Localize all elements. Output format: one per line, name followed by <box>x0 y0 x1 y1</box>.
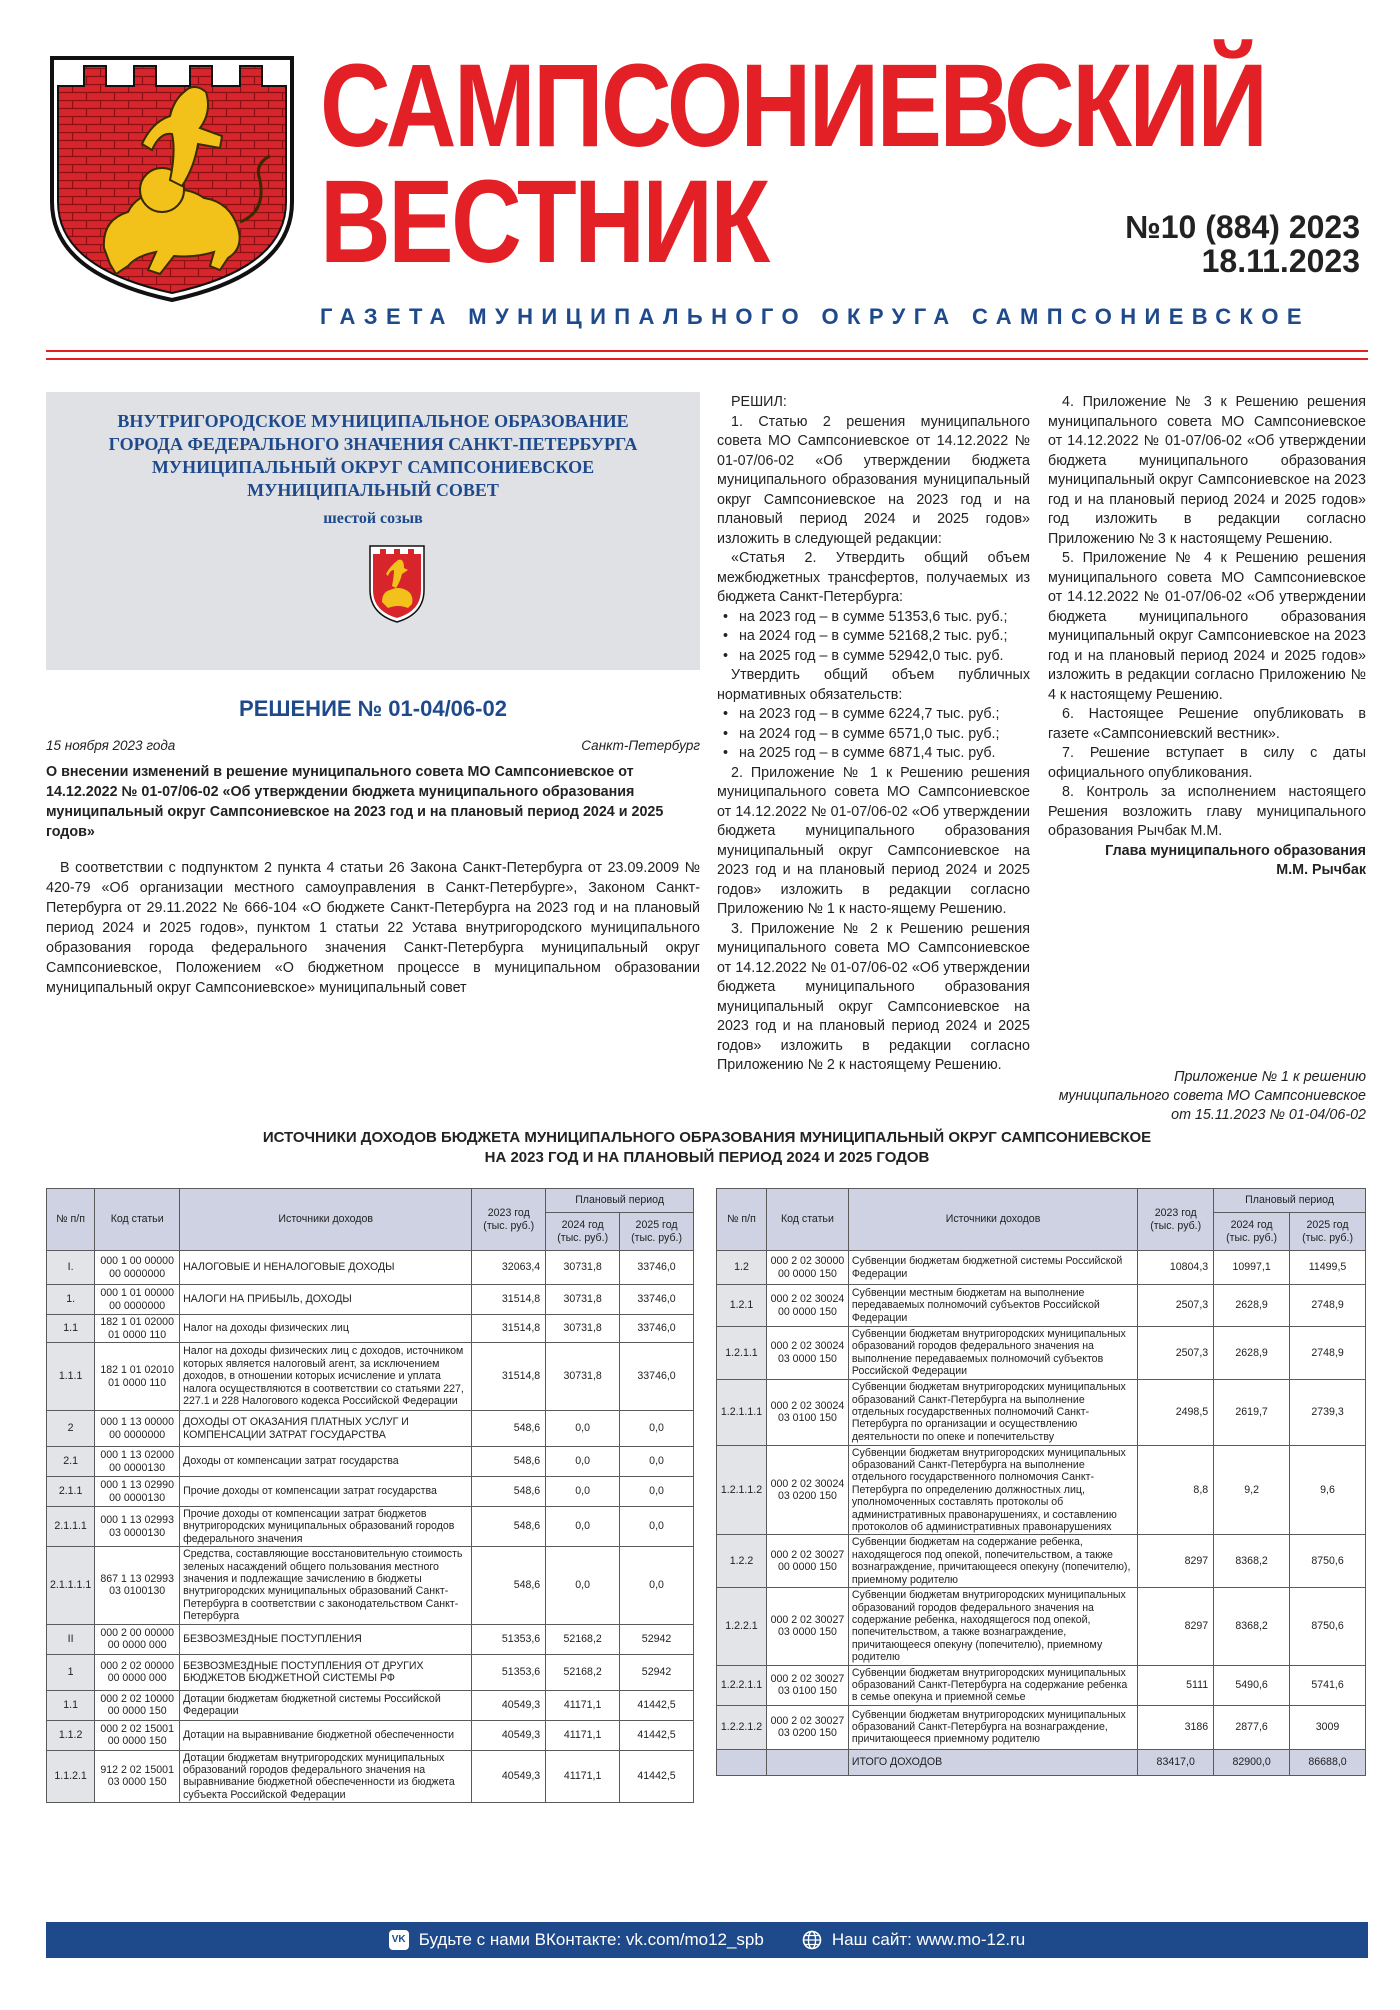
row-2024: 30731,8 <box>546 1251 620 1285</box>
clause-5: 5. Приложение № 4 к Решению решения муниципального совета МО Сампсониевское от 14.12.2022 № 01-07/06-02 «Об утверждении бюджета муниципального образования муниципальный округ Сампсониевское на 2023 год и на плановый период 2024 и 2025 годов» изложить в редакции согласно Приложению № 4 к настоящему Решению. <box>1048 550 1366 703</box>
row-num: 1.2.1.1 <box>717 1327 767 1380</box>
income-table-left <box>46 1188 694 1803</box>
list-item: • на 2023 год – в сумме 6224,7 тыс. руб.; <box>717 705 1030 725</box>
row-2024: 0,0 <box>546 1477 620 1507</box>
clause-1: 1. Статью 2 решения муниципального совета МО Сампсониевское от 14.12.2022 № 01-07/06-02 «Об утверждении бюджета муниципального образования муниципальный округ Сампсониевское на 2023 год и на плановый период 2024 и 2025 годов» изложить в следующей редакции: <box>717 413 1030 547</box>
row-num: II <box>47 1624 95 1654</box>
row-num: 1.2.1 <box>717 1285 767 1327</box>
row-2024: 41171,1 <box>546 1690 620 1720</box>
header-2025: 2025 год (тыс. руб.) <box>620 1213 694 1251</box>
table-row <box>47 1654 694 1690</box>
site-link[interactable]: Наш сайт: www.mo-12.ru <box>831 1930 1026 1949</box>
row-source: Субвенции бюджетам внутригородских муниципальных образований городов федерального значения на выполнение передаваемых полномочий субъектов Российской Федерации <box>848 1327 1137 1380</box>
row-2025: 11499,5 <box>1290 1251 1366 1285</box>
row-source: Налог на доходы физических лиц <box>180 1315 472 1343</box>
row-code: 000 1 13 02993 03 0000130 <box>95 1507 180 1547</box>
row-2025: 33746,0 <box>620 1343 694 1411</box>
row-2024: 2628,9 <box>1214 1327 1290 1380</box>
table-row <box>717 1705 1366 1749</box>
row-num: 1.2.2.1 <box>717 1588 767 1665</box>
row-2025: 2748,9 <box>1290 1327 1366 1380</box>
council-header-panel <box>46 392 700 670</box>
decision-city: Санкт-Петербург <box>581 738 700 753</box>
decision-column-3 <box>1048 393 1366 881</box>
row-num: 1.1 <box>47 1690 95 1720</box>
row-code: 000 1 01 00000 00 0000000 <box>95 1285 180 1315</box>
coat-of-arms-logo <box>44 52 300 304</box>
decision-column-2 <box>717 393 1030 1076</box>
row-2023: 548,6 <box>472 1447 546 1477</box>
row-2025: 52942 <box>620 1624 694 1654</box>
table-row <box>47 1447 694 1477</box>
table-row <box>47 1285 694 1315</box>
row-source: Дотации бюджетам бюджетной системы Российской Федерации <box>180 1690 472 1720</box>
issue-number: №10 (884) 2023 <box>1125 209 1360 245</box>
row-2024: 30731,8 <box>546 1315 620 1343</box>
appendix-note-line-1: Приложение № 1 к решению <box>1174 1069 1366 1085</box>
decision-title: РЕШЕНИЕ № 01-04/06-02 <box>239 696 507 721</box>
row-2025: 33746,0 <box>620 1285 694 1315</box>
row-2024: 5490,6 <box>1214 1665 1290 1705</box>
row-2024: 30731,8 <box>546 1343 620 1411</box>
row-2024: 41171,1 <box>546 1750 620 1803</box>
row-2025: 0,0 <box>620 1507 694 1547</box>
row-2025: 41442,5 <box>620 1750 694 1803</box>
header-num: № п/п <box>47 1189 95 1251</box>
row-2024: 0,0 <box>546 1447 620 1477</box>
row-2024: 8368,2 <box>1214 1535 1290 1588</box>
row-code: 000 1 13 02000 00 0000130 <box>95 1447 180 1477</box>
table-row <box>717 1285 1366 1327</box>
row-code: 000 2 02 30024 03 0000 150 <box>766 1327 848 1380</box>
row-source: Субвенции бюджетам внутригородских муниципальных образований Санкт-Петербурга на выполнение отдельного государственного полномочия Санкт-Петербурга по определению должностных лиц, уполномоченных составлять протоколы об административных правонарушениях, и составлению протоколов об административных правонарушениях <box>848 1445 1137 1535</box>
row-num: I. <box>47 1251 95 1285</box>
clause-2: 2. Приложение № 1 к Решению решения муниципального совета МО Сампсониевское от 14.12.2022 № 01-07/06-02 «Об утверждении бюджета муниципального образования муниципальный округ Сампсониевское на 2023 год и на плановый период 2024 и 2025 годов» изложить в редакции согласно Приложению № 1 к насто-ящему Решению. <box>717 764 1030 917</box>
row-code: 000 2 02 30024 00 0000 150 <box>766 1285 848 1327</box>
header-source: Источники доходов <box>180 1189 472 1251</box>
total-label: ИТОГО ДОХОДОВ <box>848 1749 1137 1775</box>
row-code: 000 2 02 30000 00 0000 150 <box>766 1251 848 1285</box>
row-num: 2.1.1 <box>47 1477 95 1507</box>
council-name <box>46 410 700 502</box>
header-2023: 2023 год (тыс. руб.) <box>472 1189 546 1251</box>
clause-7: 7. Решение вступает в силу с даты официального опубликования. <box>1048 745 1366 781</box>
row-num: 1.2.1.1.2 <box>717 1445 767 1535</box>
row-code: 000 1 13 00000 00 0000000 <box>95 1411 180 1447</box>
appendix-note-line-3: от 15.11.2023 № 01-04/06-02 <box>1171 1107 1366 1123</box>
row-source: Дотации на выравнивание бюджетной обеспеченности <box>180 1720 472 1750</box>
row-2024: 30731,8 <box>546 1285 620 1315</box>
total-empty-cell <box>717 1749 767 1775</box>
table-title-line-1: ИСТОЧНИКИ ДОХОДОВ БЮДЖЕТА МУНИЦИПАЛЬНОГО ОБРАЗОВАНИЯ МУНИЦИПАЛЬНЫЙ ОКРУГ САМПСОНИЕВСКОЕ <box>262 1129 1152 1146</box>
row-code: 000 2 02 30027 03 0200 150 <box>766 1705 848 1749</box>
row-num: 2 <box>47 1411 95 1447</box>
row-2023: 3186 <box>1138 1705 1214 1749</box>
clause-3: 3. Приложение № 2 к Решению решения муниципального совета МО Сампсониевское от 14.12.2022 № 01-07/06-02 «Об утверждении бюджета муниципального образования муниципальный округ Сампсониевское на 2023 год и на плановый период 2024 и 2025 годов» изложить в редакции согласно Приложению № 2 к настоящему Решению. <box>717 920 1030 1073</box>
row-source: Субвенции бюджетам бюджетной системы Российской Федерации <box>848 1251 1137 1285</box>
row-2023: 5111 <box>1138 1665 1214 1705</box>
table-row <box>47 1547 694 1624</box>
footer-bar <box>46 1922 1368 1958</box>
row-2024: 2628,9 <box>1214 1285 1290 1327</box>
table-row <box>47 1507 694 1547</box>
row-2023: 31514,8 <box>472 1343 546 1411</box>
appendix-note-line-2: муниципального совета МО Сампсониевское <box>1058 1088 1366 1104</box>
row-code: 000 1 13 02990 00 0000130 <box>95 1477 180 1507</box>
clause-6: 6. Настоящее Решение опубликовать в газете «Сампсониевский вестник». <box>1048 706 1366 742</box>
header-plan: Плановый период <box>546 1189 694 1213</box>
table-row <box>717 1665 1366 1705</box>
row-source: ДОХОДЫ ОТ ОКАЗАНИЯ ПЛАТНЫХ УСЛУГ И КОМПЕНСАЦИИ ЗАТРАТ ГОСУДАРСТВА <box>180 1411 472 1447</box>
table-row <box>47 1477 694 1507</box>
table-row <box>47 1343 694 1411</box>
row-source: Субвенции бюджетам внутригородских муниципальных образований Санкт-Петербурга на содержание ребенка в семье опекуна и приемной семье <box>848 1665 1137 1705</box>
row-2023: 548,6 <box>472 1507 546 1547</box>
row-num: 1.2.2.1.2 <box>717 1705 767 1749</box>
total-2024: 82900,0 <box>1214 1749 1290 1775</box>
row-2023: 2507,3 <box>1138 1285 1214 1327</box>
row-code: 000 2 00 00000 00 0000 000 <box>95 1624 180 1654</box>
row-2025: 0,0 <box>620 1447 694 1477</box>
row-source: Субвенции бюджетам внутригородских муниципальных образований городов федерального значения на содержание ребенка, находящегося под опекой, попечительством, а также вознаграждение, причитающееся опекуну (попечителю), приемному родителю <box>848 1588 1137 1665</box>
row-source: Прочие доходы от компенсации затрат бюджетов внутригородских муниципальных образований городов федерального значения <box>180 1507 472 1547</box>
row-2023: 2498,5 <box>1138 1379 1214 1445</box>
table-row <box>717 1327 1366 1380</box>
table-row <box>717 1588 1366 1665</box>
row-2023: 32063,4 <box>472 1251 546 1285</box>
header-2024: 2024 год (тыс. руб.) <box>1214 1213 1290 1251</box>
table-row <box>717 1535 1366 1588</box>
list-item: • на 2024 год – в сумме 6571,0 тыс. руб.; <box>717 725 1030 745</box>
row-2024: 41171,1 <box>546 1720 620 1750</box>
row-code: 000 2 02 30027 03 0100 150 <box>766 1665 848 1705</box>
row-source: Субвенции бюджетам внутригородских муниципальных образований Санкт-Петербурга на вознаграждение, причитающееся приемному родителю <box>848 1705 1137 1749</box>
table-row <box>47 1624 694 1654</box>
row-2023: 548,6 <box>472 1411 546 1447</box>
list-item: • на 2024 год – в сумме 52168,2 тыс. руб.; <box>717 627 1030 647</box>
title-line-2: ВЕСТНИК <box>320 156 768 288</box>
row-source: Налог на доходы физических лиц с доходов, источником которых является налоговый агент, за исключением доходов, в отношении которых исчисление и уплата налога осуществляются в соответствии со статьями 227, 227.1 и 228 Налогового кодекса Российской Федерации <box>180 1343 472 1411</box>
row-2024: 2619,7 <box>1214 1379 1290 1445</box>
row-2025: 41442,5 <box>620 1690 694 1720</box>
decision-subject: О внесении изменений в решение муниципального совета МО Сампсониевское от 14.12.2022 № 01-07/06-02 «Об утверждении бюджета муниципального образования муниципальный округ Сампсониевское на 2023 год и на плановый период 2024 и 2025 годов» <box>46 764 664 840</box>
divider-line-bottom <box>46 358 1368 360</box>
globe-icon <box>802 1930 822 1950</box>
row-source: Средства, составляющие восстановительную стоимость зеленых насаждений общего пользования местного значения и подлежащие зачислению в бюджеты внутригородских муниципальных образований Санкт-Петербурга в соответствии с законодательством Санкт-Петербурга <box>180 1547 472 1624</box>
header-source: Источники доходов <box>848 1189 1137 1251</box>
header-2025: 2025 год (тыс. руб.) <box>1290 1213 1366 1251</box>
row-2023: 31514,8 <box>472 1315 546 1343</box>
header-2023: 2023 год (тыс. руб.) <box>1138 1189 1214 1251</box>
row-2023: 8297 <box>1138 1535 1214 1588</box>
council-line-3: МУНИЦИПАЛЬНЫЙ ОКРУГ САМПСОНИЕВСКОЕ <box>151 457 595 477</box>
row-2024: 9,2 <box>1214 1445 1290 1535</box>
row-num: 1.2.2 <box>717 1535 767 1588</box>
row-2023: 51353,6 <box>472 1624 546 1654</box>
row-2023: 40549,3 <box>472 1750 546 1803</box>
row-2023: 548,6 <box>472 1477 546 1507</box>
vk-icon: VK <box>389 1930 409 1950</box>
row-2024: 0,0 <box>546 1507 620 1547</box>
obligations-list <box>717 705 1030 764</box>
row-source: Субвенции бюджетам на содержание ребенка, находящегося под опекой, попечительством, а также вознаграждение, причитающееся опекуну (попечителю), приемному родителю <box>848 1535 1137 1588</box>
row-2025: 0,0 <box>620 1411 694 1447</box>
row-2025: 5741,6 <box>1290 1665 1366 1705</box>
appendix-note <box>900 1068 1366 1125</box>
row-2025: 41442,5 <box>620 1720 694 1750</box>
council-line-2: ГОРОДА ФЕДЕРАЛЬНОГО ЗНАЧЕНИЯ САНКТ-ПЕТЕРБУРГА <box>108 434 638 454</box>
row-code: 000 2 02 30027 03 0000 150 <box>766 1588 848 1665</box>
table-row <box>717 1379 1366 1445</box>
clause-8: 8. Контроль за исполнением настоящего Решения возложить главу муниципального образования Рычбак М.М. <box>1048 784 1366 839</box>
table-row <box>47 1750 694 1803</box>
signer-title: Глава муниципального образования <box>1105 842 1366 859</box>
row-2025: 33746,0 <box>620 1251 694 1285</box>
row-source: Доходы от компенсации затрат государства <box>180 1447 472 1477</box>
table-row <box>47 1315 694 1343</box>
row-2024: 0,0 <box>546 1411 620 1447</box>
row-source: Дотации бюджетам внутригородских муниципальных образований городов федерального значения на выравнивание бюджетной обеспеченности из бюджета субъекта Российской Федерации <box>180 1750 472 1803</box>
total-empty-cell <box>766 1749 848 1775</box>
row-2023: 548,6 <box>472 1547 546 1624</box>
row-2024: 52168,2 <box>546 1654 620 1690</box>
row-source: Прочие доходы от компенсации затрат государства <box>180 1477 472 1507</box>
header-plan: Плановый период <box>1214 1189 1366 1213</box>
row-2023: 10804,3 <box>1138 1251 1214 1285</box>
signer-name: М.М. Рычбак <box>1276 862 1366 878</box>
row-code: 000 2 02 10000 00 0000 150 <box>95 1690 180 1720</box>
row-num: 2.1.1.1.1 <box>47 1547 95 1624</box>
row-2025: 8750,6 <box>1290 1535 1366 1588</box>
row-code: 000 2 02 30024 03 0100 150 <box>766 1379 848 1445</box>
tagline: ГАЗЕТА МУНИЦИПАЛЬНОГО ОКРУГА САМПСОНИЕВСКОЕ <box>320 304 1310 329</box>
row-2024: 52168,2 <box>546 1624 620 1654</box>
row-2023: 40549,3 <box>472 1720 546 1750</box>
total-row <box>717 1749 1366 1775</box>
clause-1a: «Статья 2. Утвердить общий объем межбюджетных трансфертов, получаемых из бюджета Санкт-Петербурга: <box>717 550 1030 605</box>
row-num: 1.1 <box>47 1315 95 1343</box>
transfers-list <box>717 608 1030 667</box>
clause-4: 4. Приложение № 3 к Решению решения муниципального совета МО Сампсониевское от 14.12.2022 № 01-07/06-02 «Об утверждении бюджета муниципального образования муниципальный округ Сампсониевское на 2023 год и на плановый период 2024 и 2025 годов» год изложить в редакции согласно Приложению № 3 к настоящему Решению. <box>1048 394 1366 547</box>
row-2024: 2877,6 <box>1214 1705 1290 1749</box>
row-code: 000 2 02 30027 00 0000 150 <box>766 1535 848 1588</box>
row-num: 1 <box>47 1654 95 1690</box>
row-code: 912 2 02 15001 03 0000 150 <box>95 1750 180 1803</box>
row-num: 1.1.2 <box>47 1720 95 1750</box>
table-row <box>47 1690 694 1720</box>
row-code: 867 1 13 02993 03 0100130 <box>95 1547 180 1624</box>
header-code: Код статьи <box>766 1189 848 1251</box>
row-2025: 2739,3 <box>1290 1379 1366 1445</box>
list-item: • на 2023 год – в сумме 51353,6 тыс. руб.; <box>717 608 1030 628</box>
row-num: 1.1.1 <box>47 1343 95 1411</box>
row-2025: 3009 <box>1290 1705 1366 1749</box>
row-num: 1.2.1.1.1 <box>717 1379 767 1445</box>
table-title-line-2: НА 2023 ГОД И НА ПЛАНОВЫЙ ПЕРИОД 2024 И 2025 ГОДОВ <box>484 1149 930 1166</box>
row-num: 2.1.1.1 <box>47 1507 95 1547</box>
row-2023: 31514,8 <box>472 1285 546 1315</box>
row-2023: 2507,3 <box>1138 1327 1214 1380</box>
row-2025: 52942 <box>620 1654 694 1690</box>
title-line-1: САМПСОНИЕВСКИЙ <box>320 40 1266 172</box>
row-code: 000 2 02 15001 00 0000 150 <box>95 1720 180 1750</box>
total-2025: 86688,0 <box>1290 1749 1366 1775</box>
row-2023: 40549,3 <box>472 1690 546 1720</box>
row-code: 182 1 01 02010 01 0000 110 <box>95 1343 180 1411</box>
table-row <box>47 1720 694 1750</box>
decision-date: 15 ноября 2023 года <box>46 738 176 753</box>
header-num: № п/п <box>717 1189 767 1251</box>
row-source: Субвенции местным бюджетам на выполнение передаваемых полномочий субъектов Российской Федерации <box>848 1285 1137 1327</box>
header-code: Код статьи <box>95 1189 180 1251</box>
row-num: 1.2 <box>717 1251 767 1285</box>
table-row <box>47 1251 694 1285</box>
issue-info <box>1080 210 1360 278</box>
row-2025: 8750,6 <box>1290 1588 1366 1665</box>
row-source: Субвенции бюджетам внутригородских муниципальных образований Санкт-Петербурга на выполнение отдельных государственных полномочий Санкт-Петербурга по организации и осуществлению деятельности по опеке и попечительству <box>848 1379 1137 1445</box>
header-2024: 2024 год (тыс. руб.) <box>546 1213 620 1251</box>
list-item: • на 2025 год – в сумме 52942,0 тыс. руб. <box>717 647 1030 667</box>
issue-date: 18.11.2023 <box>1201 243 1360 279</box>
row-2025: 0,0 <box>620 1477 694 1507</box>
clause-1b: Утвердить общий объем публичных нормативных обязательств: <box>717 667 1030 703</box>
row-2023: 8297 <box>1138 1588 1214 1665</box>
row-2025: 2748,9 <box>1290 1285 1366 1327</box>
row-source: БЕЗВОЗМЕЗДНЫЕ ПОСТУПЛЕНИЯ ОТ ДРУГИХ БЮДЖЕТОВ БЮДЖЕТНОЙ СИСТЕМЫ РФ <box>180 1654 472 1690</box>
table-title <box>46 1128 1368 1168</box>
income-table-right <box>716 1188 1366 1776</box>
coat-of-arms-small-icon <box>368 544 426 624</box>
row-code: 000 2 02 00000 00 0000 000 <box>95 1654 180 1690</box>
row-code: 000 1 00 00000 00 0000000 <box>95 1251 180 1285</box>
total-2023: 83417,0 <box>1138 1749 1214 1775</box>
vk-link[interactable]: Будьте с нами ВКонтакте: vk.com/mo12_spb <box>418 1930 764 1949</box>
row-2023: 51353,6 <box>472 1654 546 1690</box>
row-2025: 33746,0 <box>620 1315 694 1343</box>
row-2023: 8,8 <box>1138 1445 1214 1535</box>
row-num: 1.2.2.1.1 <box>717 1665 767 1705</box>
row-2024: 0,0 <box>546 1547 620 1624</box>
row-source: НАЛОГОВЫЕ И НЕНАЛОГОВЫЕ ДОХОДЫ <box>180 1251 472 1285</box>
row-num: 1.1.2.1 <box>47 1750 95 1803</box>
list-item: • на 2025 год – в сумме 6871,4 тыс. руб. <box>717 744 1030 764</box>
row-2024: 8368,2 <box>1214 1588 1290 1665</box>
row-2025: 0,0 <box>620 1547 694 1624</box>
table-row <box>47 1411 694 1447</box>
divider-line-top <box>46 350 1368 352</box>
council-line-4: МУНИЦИПАЛЬНЫЙ СОВЕТ <box>247 480 499 500</box>
decision-preamble: В соответствии с подпунктом 2 пункта 4 статьи 26 Закона Санкт-Петербурга от 23.09.2009 № 420-79 «Об организации местного самоуправления в Санкт-Петербурге», Законом Санкт-Петербурга от 29.11.2022 № 666-104 «О бюджете Санкт-Петербурга на 2023 год и на плановый период 2024 и 2025 годов», пунктом 1 статьи 22 Устава внутригородского муниципального образования города федерального значения Санкт-Петербурга муниципальный округ Сампсониевское, Положением «О бюджетном процессе в муниципальном образовании муниципальный округ Сампсониевское» муниципальный совет <box>46 860 700 996</box>
row-code: 000 2 02 30024 03 0200 150 <box>766 1445 848 1535</box>
council-line-1: ВНУТРИГОРОДСКОЕ МУНИЦИПАЛЬНОЕ ОБРАЗОВАНИЕ <box>117 411 629 431</box>
row-2024: 10997,1 <box>1214 1251 1290 1285</box>
row-source: НАЛОГИ НА ПРИБЫЛЬ, ДОХОДЫ <box>180 1285 472 1315</box>
table-row <box>717 1251 1366 1285</box>
resolved-heading: РЕШИЛ: <box>731 394 787 410</box>
row-2025: 9,6 <box>1290 1445 1366 1535</box>
row-code: 182 1 01 02000 01 0000 110 <box>95 1315 180 1343</box>
row-source: БЕЗВОЗМЕЗДНЫЕ ПОСТУПЛЕНИЯ <box>180 1624 472 1654</box>
row-num: 2.1 <box>47 1447 95 1477</box>
table-row <box>717 1445 1366 1535</box>
row-num: 1. <box>47 1285 95 1315</box>
convocation: шестой созыв <box>323 510 423 527</box>
